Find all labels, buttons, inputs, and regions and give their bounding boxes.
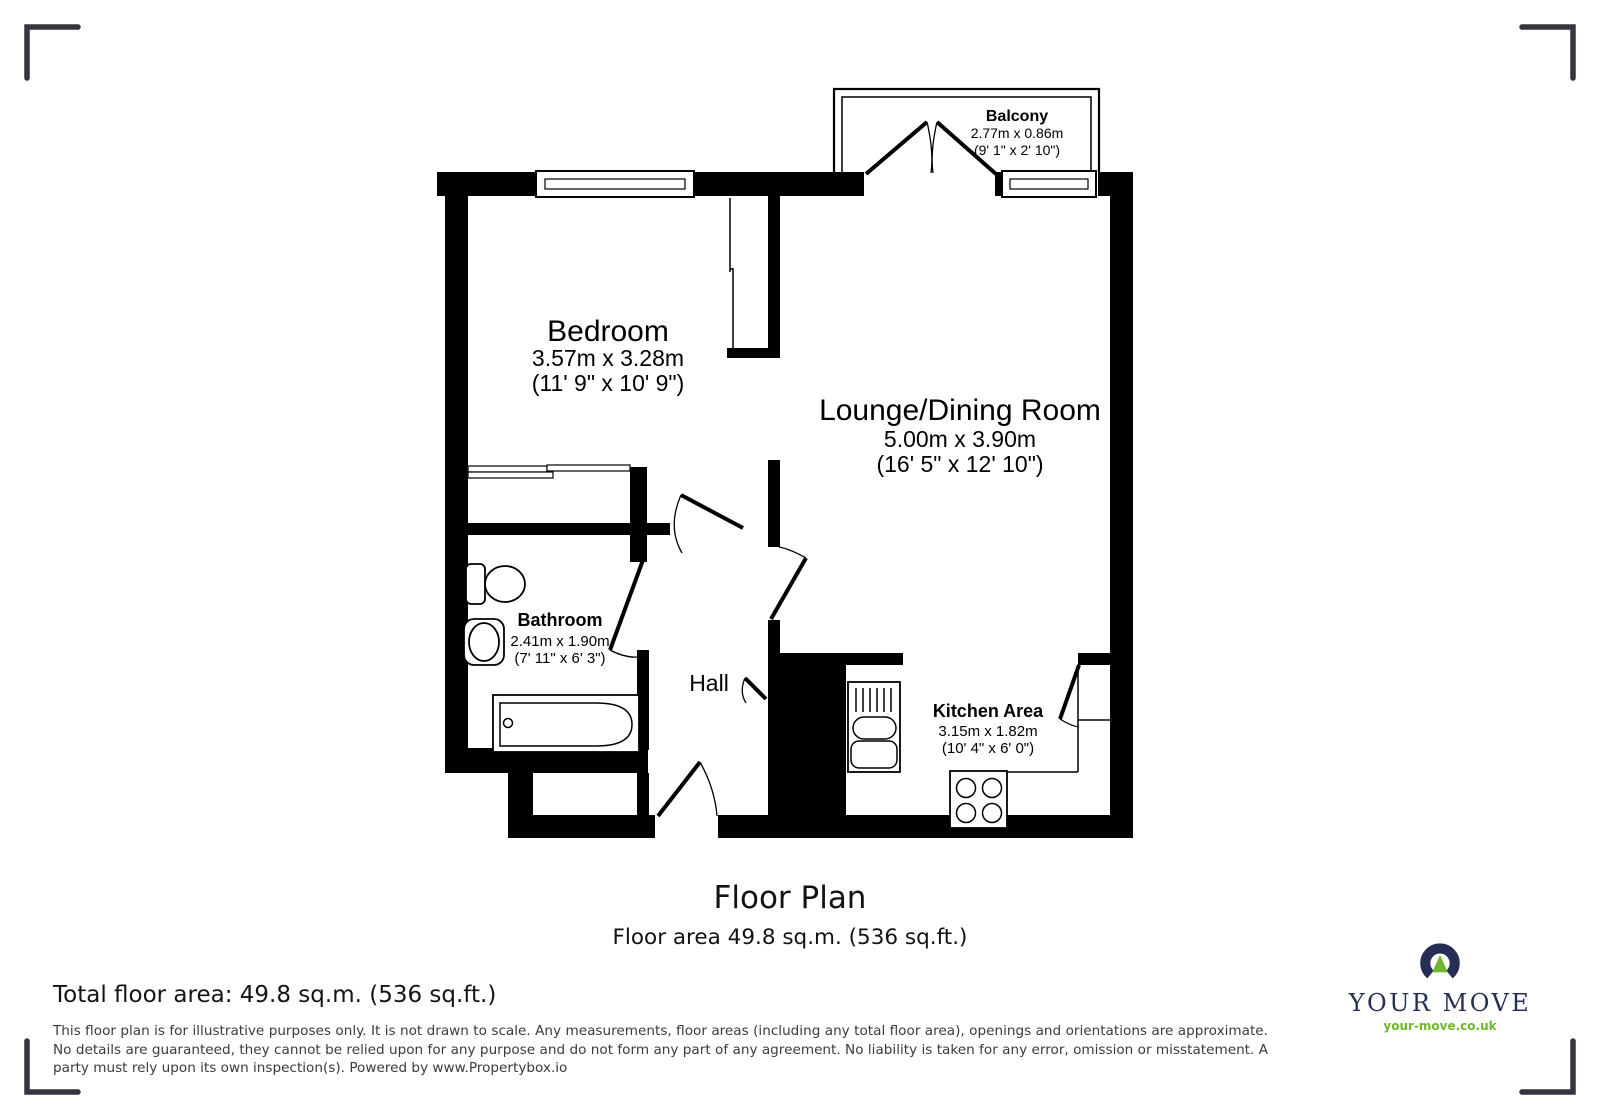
total-floor-area: Total floor area: 49.8 sq.m. (536 sq.ft.)	[53, 982, 497, 1008]
your-move-url: your-move.co.uk	[1383, 1019, 1497, 1033]
lounge-window	[1002, 171, 1096, 197]
bathroom-label	[510, 610, 609, 667]
bedroom-door-swing	[674, 495, 743, 553]
basin-icon	[464, 619, 504, 665]
balcony-metric: 2.77m x 0.86m	[970, 125, 1064, 141]
balcony-label	[971, 108, 1064, 158]
hall-cupboard-door-swing	[742, 678, 766, 703]
bathroom-door-swing	[610, 560, 643, 657]
corner-mark-bottom-right	[1522, 1041, 1573, 1092]
bathroom-metric: 2.41m x 1.90m	[510, 633, 610, 650]
balcony-imperial: (9' 1" x 2' 10")	[973, 142, 1061, 158]
wardrobe-sliding-doors	[468, 465, 630, 478]
bathroom-name: Bathroom	[517, 610, 603, 630]
bedroom-window	[536, 171, 694, 197]
bedroom-metric: 3.57m x 3.28m	[531, 345, 685, 371]
bedroom-name: Bedroom	[547, 315, 669, 348]
lounge-label	[819, 394, 1101, 477]
kitchen-name: Kitchen Area	[932, 701, 1044, 721]
toilet-icon	[466, 564, 525, 604]
your-move-logo-icon	[1416, 942, 1464, 988]
bedroom-label	[532, 315, 685, 396]
corner-mark-top-right	[1522, 27, 1573, 78]
hob-icon	[950, 771, 1007, 828]
your-move-logo-text: YOUR MOVE	[1348, 989, 1532, 1017]
kitchen-label	[933, 701, 1044, 757]
lounge-name: Lounge/Dining Room	[819, 394, 1101, 427]
entrance-door-swing	[658, 762, 717, 816]
kitchen-metric: 3.15m x 1.82m	[938, 723, 1038, 740]
kitchen-imperial: (10' 4" x 6' 0")	[941, 740, 1035, 757]
bedroom-imperial: (11' 9" x 10' 9")	[531, 370, 685, 396]
plan-title: Floor Plan	[713, 880, 867, 916]
plan-area-line: Floor area 49.8 sq.m. (536 sq.ft.)	[612, 925, 968, 950]
kitchen-door-swing	[1060, 665, 1079, 727]
bedroom-sliding-panel	[730, 198, 733, 350]
bathtub-icon	[493, 695, 639, 752]
lounge-imperial: (16' 5" x 12' 10")	[876, 451, 1044, 477]
bathroom-imperial: (7' 11" x 6' 3")	[514, 650, 606, 667]
hall-label	[689, 670, 729, 696]
lounge-metric: 5.00m x 3.90m	[883, 426, 1037, 452]
hall-name: Hall	[689, 670, 729, 696]
lounge-door-swing	[771, 547, 806, 619]
your-move-logo	[1340, 942, 1540, 1033]
balcony-name: Balcony	[985, 108, 1049, 125]
corner-mark-top-left	[27, 27, 78, 78]
kitchen-sink-icon	[848, 682, 900, 772]
disclaimer-text: This floor plan is for illustrative purposes only. It is not drawn to scale. Any measurements, floor areas (including any total floor area), openings and orientations are approximate. No details are guaranteed, they cannot be relied upon for any purpose and do not form any part of any agreement. No liability is taken for any error, omission or misstatement. A party must rely upon its own inspection(s). Powered by www.Propertybox.io	[53, 1023, 1268, 1077]
